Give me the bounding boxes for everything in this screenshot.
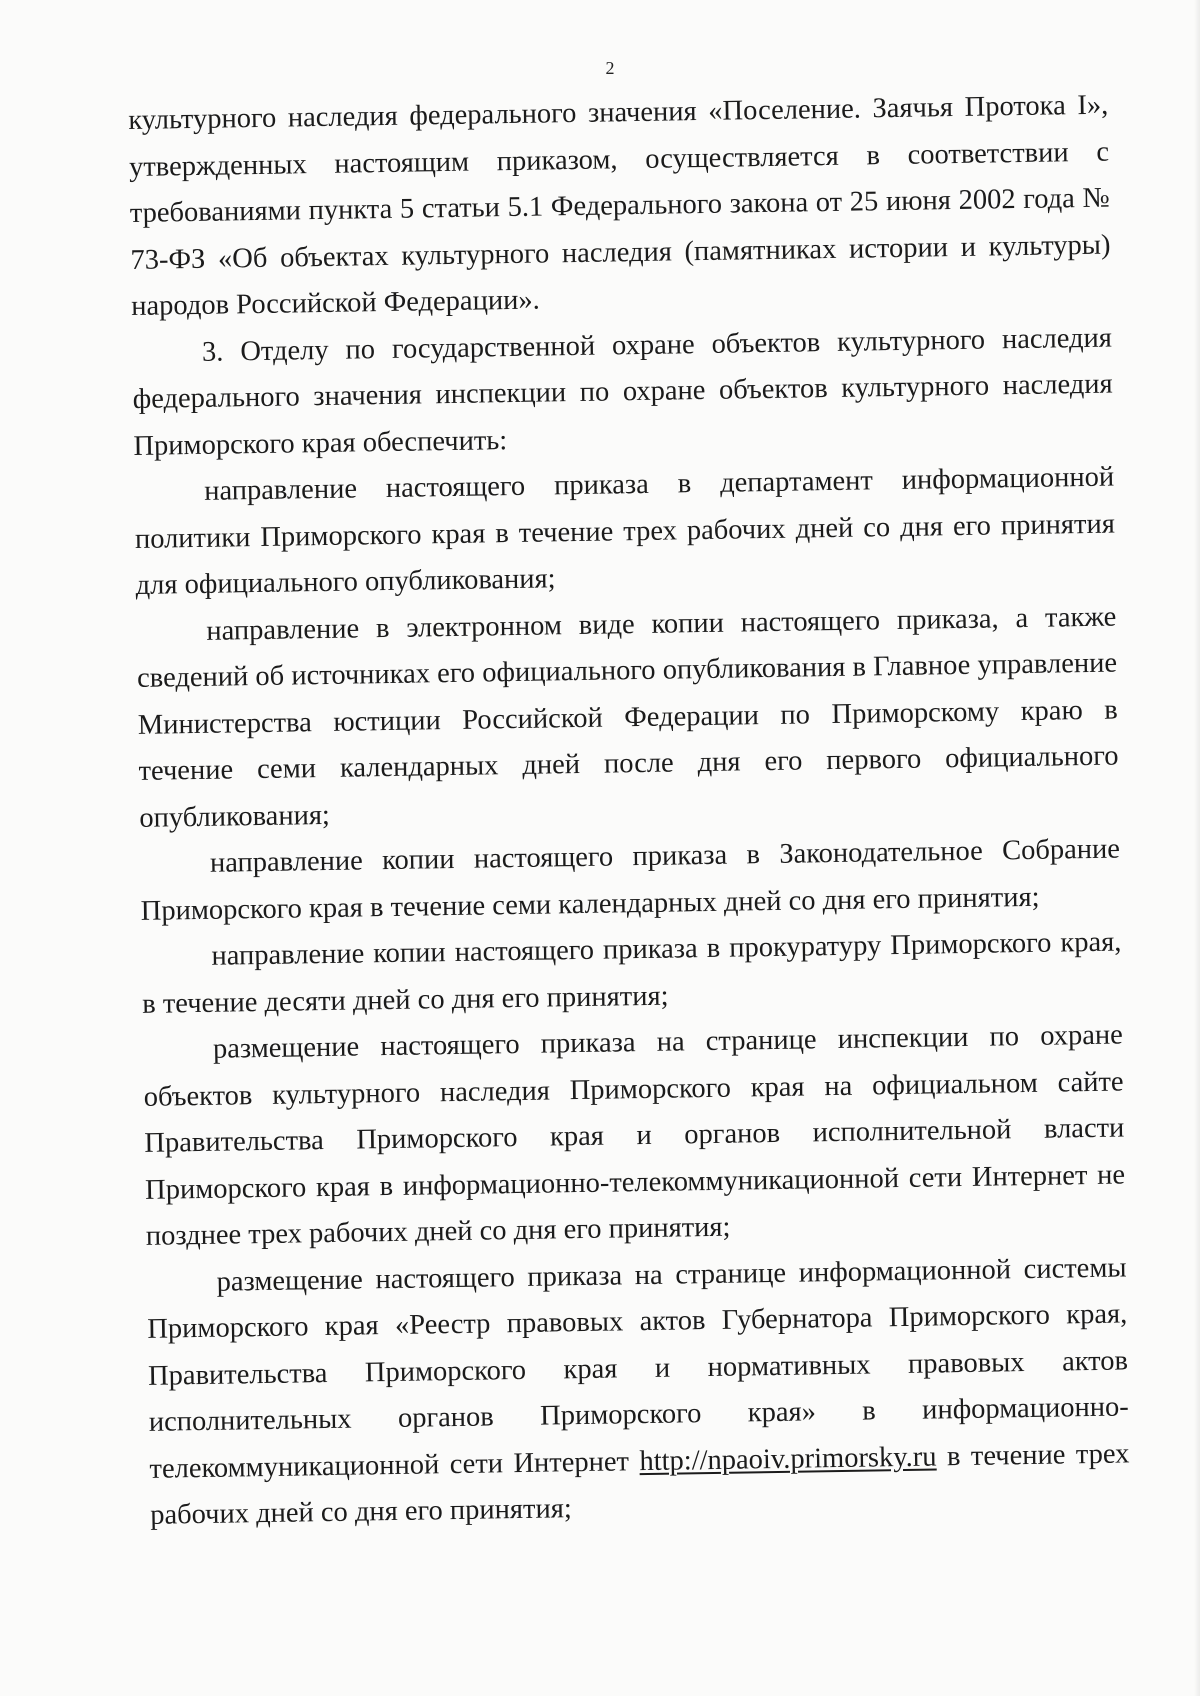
page-number: 2	[605, 58, 615, 78]
paragraph-registry-text-end: в течение трех рабочих дней со дня его принятия;	[150, 1437, 1130, 1531]
paragraph-official-site: размещение настоящего приказа на странице инспекции по охране объектов культурного наследия Приморского края на официальном сайте Правительства Приморского края и органов исполнительной власти Приморского края в информационно-телекоммуникационной сети Интернет не позднее трех рабочих дней со дня его принятия;	[143, 1019, 1126, 1252]
scan-edge-shadow	[1194, 0, 1200, 1696]
paragraph-legislative-assembly: направление копии настоящего приказа в Законодательное Собрание Приморского края в течение семи календарных дней со дня его принятия;	[140, 833, 1121, 927]
paragraph-ministry-justice: направление в электронном виде копии настоящего приказа, а также сведений об источниках его официального опубликования в Главное управление Министерства юстиции Российской Федерации по Приморскому краю в течение семи календарных дней после дня его первого официального опубликования;	[136, 601, 1119, 834]
paragraph-registry-text: размещение настоящего приказа на странице информационной системы Приморского края «Реестр правовых актов Губернатора Приморского края, Правительства Приморского края и нормативных правовых актов исполнительных органов Приморского края» в информационно-телекоммуникационной сети Интернет	[147, 1251, 1129, 1485]
paragraph-item-3: 3. Отделу по государственной охране объектов культурного наследия федерального значения инспекции по охране объектов культурного наследия Приморского края обеспечить:	[132, 322, 1113, 462]
paragraph-registry	[146, 1245, 1130, 1539]
document-body	[128, 83, 1131, 1540]
registry-url-link[interactable]: http://npaoiv.primorsky.ru	[639, 1440, 937, 1477]
paragraph-prosecutor: направление копии настоящего приказа в прокуратуру Приморского края, в течение десяти дней со дня его принятия;	[141, 926, 1122, 1020]
paragraph-department-information-policy: направление настоящего приказа в департамент информационной политики Приморского края в течение трех рабочих дней со дня его принятия для официального опубликования;	[134, 461, 1116, 601]
paragraph-continuation: культурного наследия федерального значения «Поселение. Заячья Протока I», утвержденных настоящим приказом, осуществляется в соответствии с требованиями пункта 5 статьи 5.1 Федерального закона от 25 июня 2002 года № 73-ФЗ «Об объектах культурного наследия (памятниках истории и культуры) народов Российской Федерации».	[128, 89, 1111, 322]
